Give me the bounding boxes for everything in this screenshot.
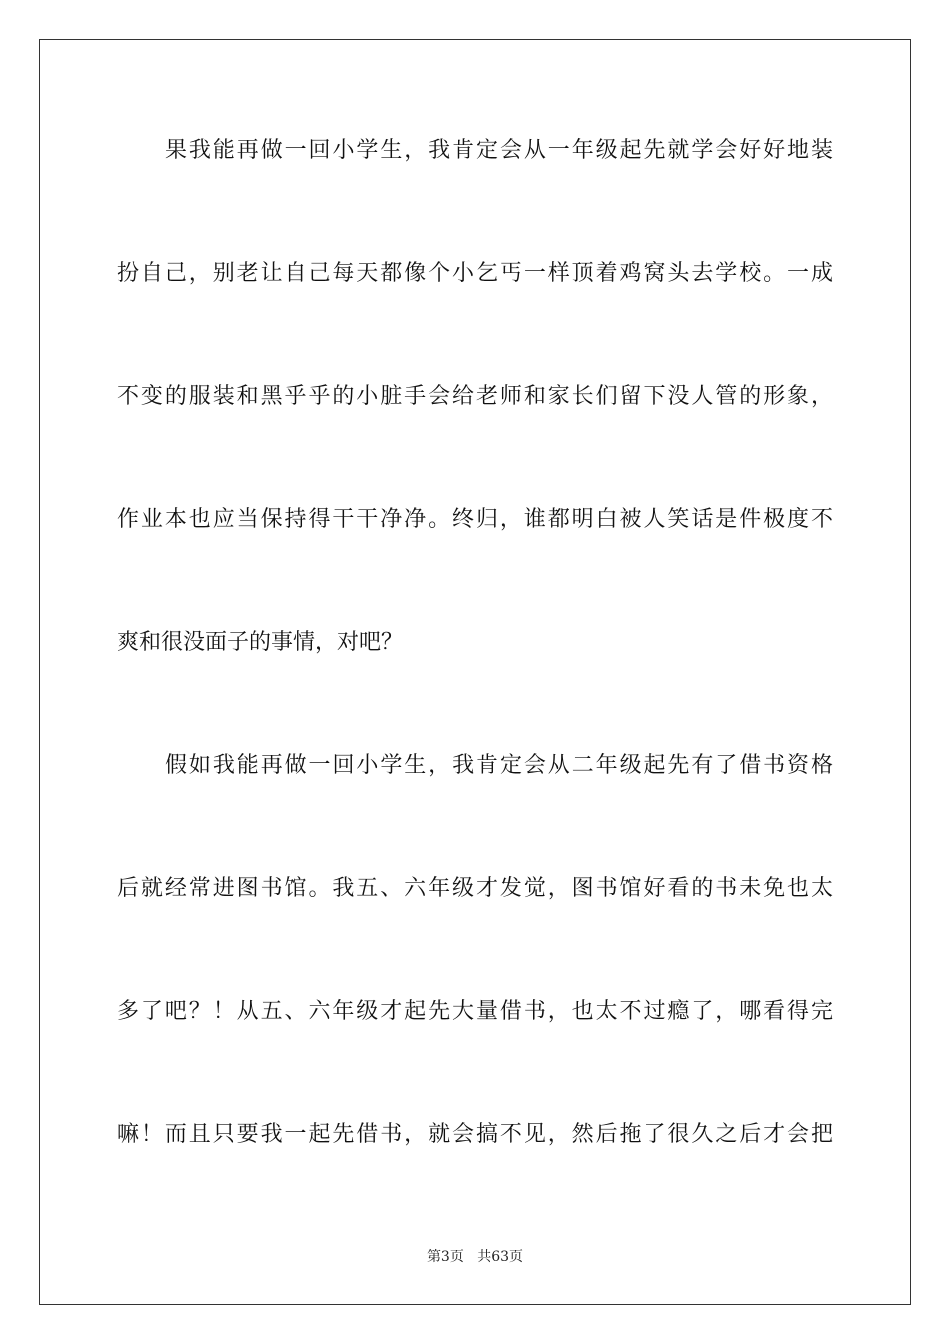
page-footer [0,1246,950,1266]
paragraph-2-line-2: 后就经常进图书馆。我五、六年级才发觉，图书馆好看的书未免也太 [117,876,833,901]
paragraph-2-line-3: 多了吧？！从五、六年级才起先大量借书，也太不过瘾了，哪看得完 [117,999,833,1024]
total-pages-label: 共63页 [477,1249,524,1265]
page-frame [39,39,911,1305]
current-page-label: 第3页 [426,1249,464,1265]
paragraph-1-line-2: 扮自己，别老让自己每天都像个小乞丐一样顶着鸡窝头去学校。一成 [117,261,833,286]
paragraph-2-line-4: 嘛！而且只要我一起先借书，就会搞不见，然后拖了很久之后才会把 [117,1122,833,1147]
paragraph-1-line-1: 果我能再做一回小学生，我肯定会从一年级起先就学会好好地装 [165,138,833,163]
paragraph-1-line-4: 作业本也应当保持得干干净净。终归，谁都明白被人笑话是件极度不 [117,507,833,532]
paragraph-1-line-5: 爽和很没面子的事情，对吧？ [117,630,404,655]
paragraph-2-line-1: 假如我能再做一回小学生，我肯定会从二年级起先有了借书资格 [165,753,833,778]
paragraph-1-line-3: 不变的服装和黑乎乎的小脏手会给老师和家长们留下没人管的形象， [117,384,833,409]
